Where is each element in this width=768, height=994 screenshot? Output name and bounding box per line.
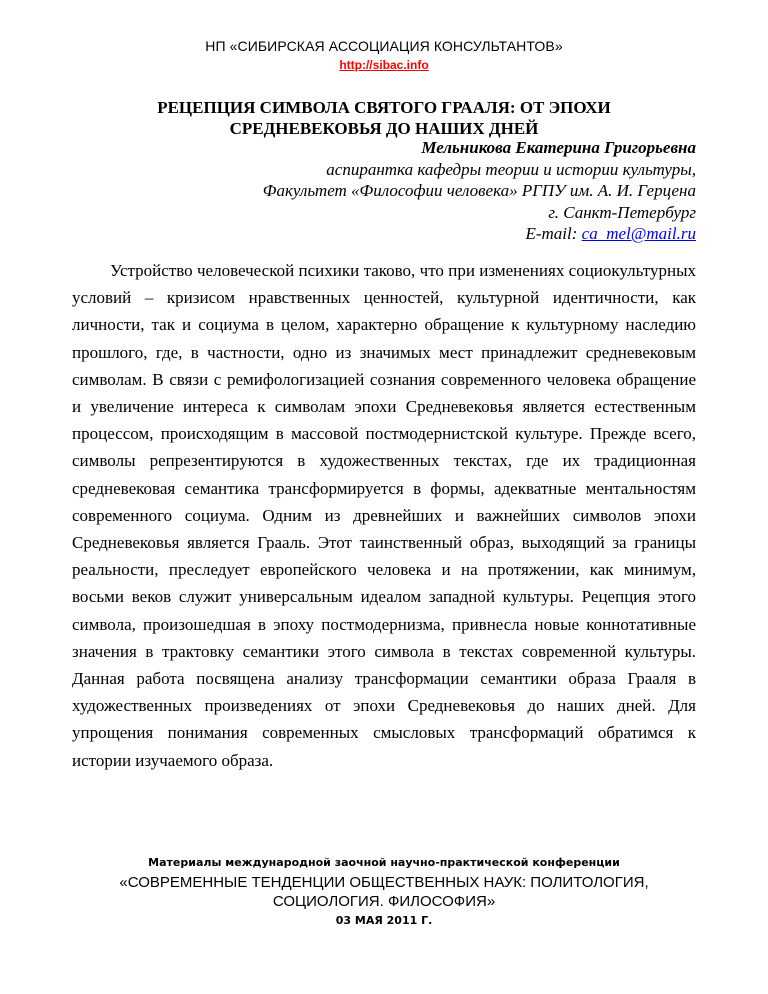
site-link[interactable]: http://sibac.info [339,58,429,72]
author-name: Мельникова Екатерина Григорьевна [421,138,696,157]
email-label: E-mail: [525,224,578,243]
organization-name: НП «СИБИРСКАЯ АССОЦИАЦИЯ КОНСУЛЬТАНТОВ» [205,38,563,54]
article-title: РЕЦЕПЦИЯ СИМВОЛА СВЯТОГО ГРААЛЯ: ОТ ЭПОХИ СРЕДНЕВЕКОВЬЯ ДО НАШИХ ДНЕЙ [157,98,611,138]
email-line [263,223,696,245]
affiliation-line-2: Факультет «Философии человека» РГПУ им. А. И. Герцена [262,181,696,200]
conference-date: 03 МАЯ 2011 Г. [335,914,433,927]
conference-title: «СОВРЕМЕННЫЕ ТЕНДЕНЦИИ ОБЩЕСТВЕННЫХ НАУК: ПОЛИТОЛОГИЯ, СОЦИОЛОГИЯ. ФИЛОСОФИЯ» [119,874,649,910]
conference-line: Материалы международной заочной научно-практической конференции [148,856,620,869]
page-footer [0,855,768,928]
email-link[interactable]: ca_mel@mail.ru [581,224,696,243]
author-city: г. Санкт-Петербург [548,202,696,222]
author-block [263,137,696,245]
affiliation-line-1: аспирантка кафедры теории и истории культуры, [326,159,696,179]
article-body: Устройство человеческой психики таково, что при изменениях социокультурных условий – кризисом нравственных ценностей, культурной идентичности, как личности, так и социума в целом, характерно обращение к культурному наследию прошлого, где, в частности, одно из значимых мест принадлежит средневековым символам. В связи с ремифологизацией сознания современного человека обращение и увеличение интереса к символам эпохи Средневековья является естественным процессом, происходящим в массовой постмодернистской культуре. Прежде всего, символы репрезентируются в художественных текстах, где их традиционная средневековая семантика трансформируется в формы, адекватные ментальностям современного социума. Одним из древнейших и важнейших символов эпохи Средневековья является Грааль. Этот таинственный образ, выходящий за границы реальности, преследует европейского человека и на протяжении, как минимум, восьми веков служит универсальным идеалом западной культуры. Рецепция этого символа, произошедшая в эпоху постмодернизма, привнесла новые коннотативные значения в трактовку семантики этого символа в текстах современной культуры. Данная работа посвящена анализу трансформации семантики образа Грааля в художественных произведениях от эпохи Средневековья до наших дней. Для упрощения понимания современных смысловых трансформаций обратимся к истории изучаемого образа. [72,261,696,770]
page-header [0,38,768,74]
